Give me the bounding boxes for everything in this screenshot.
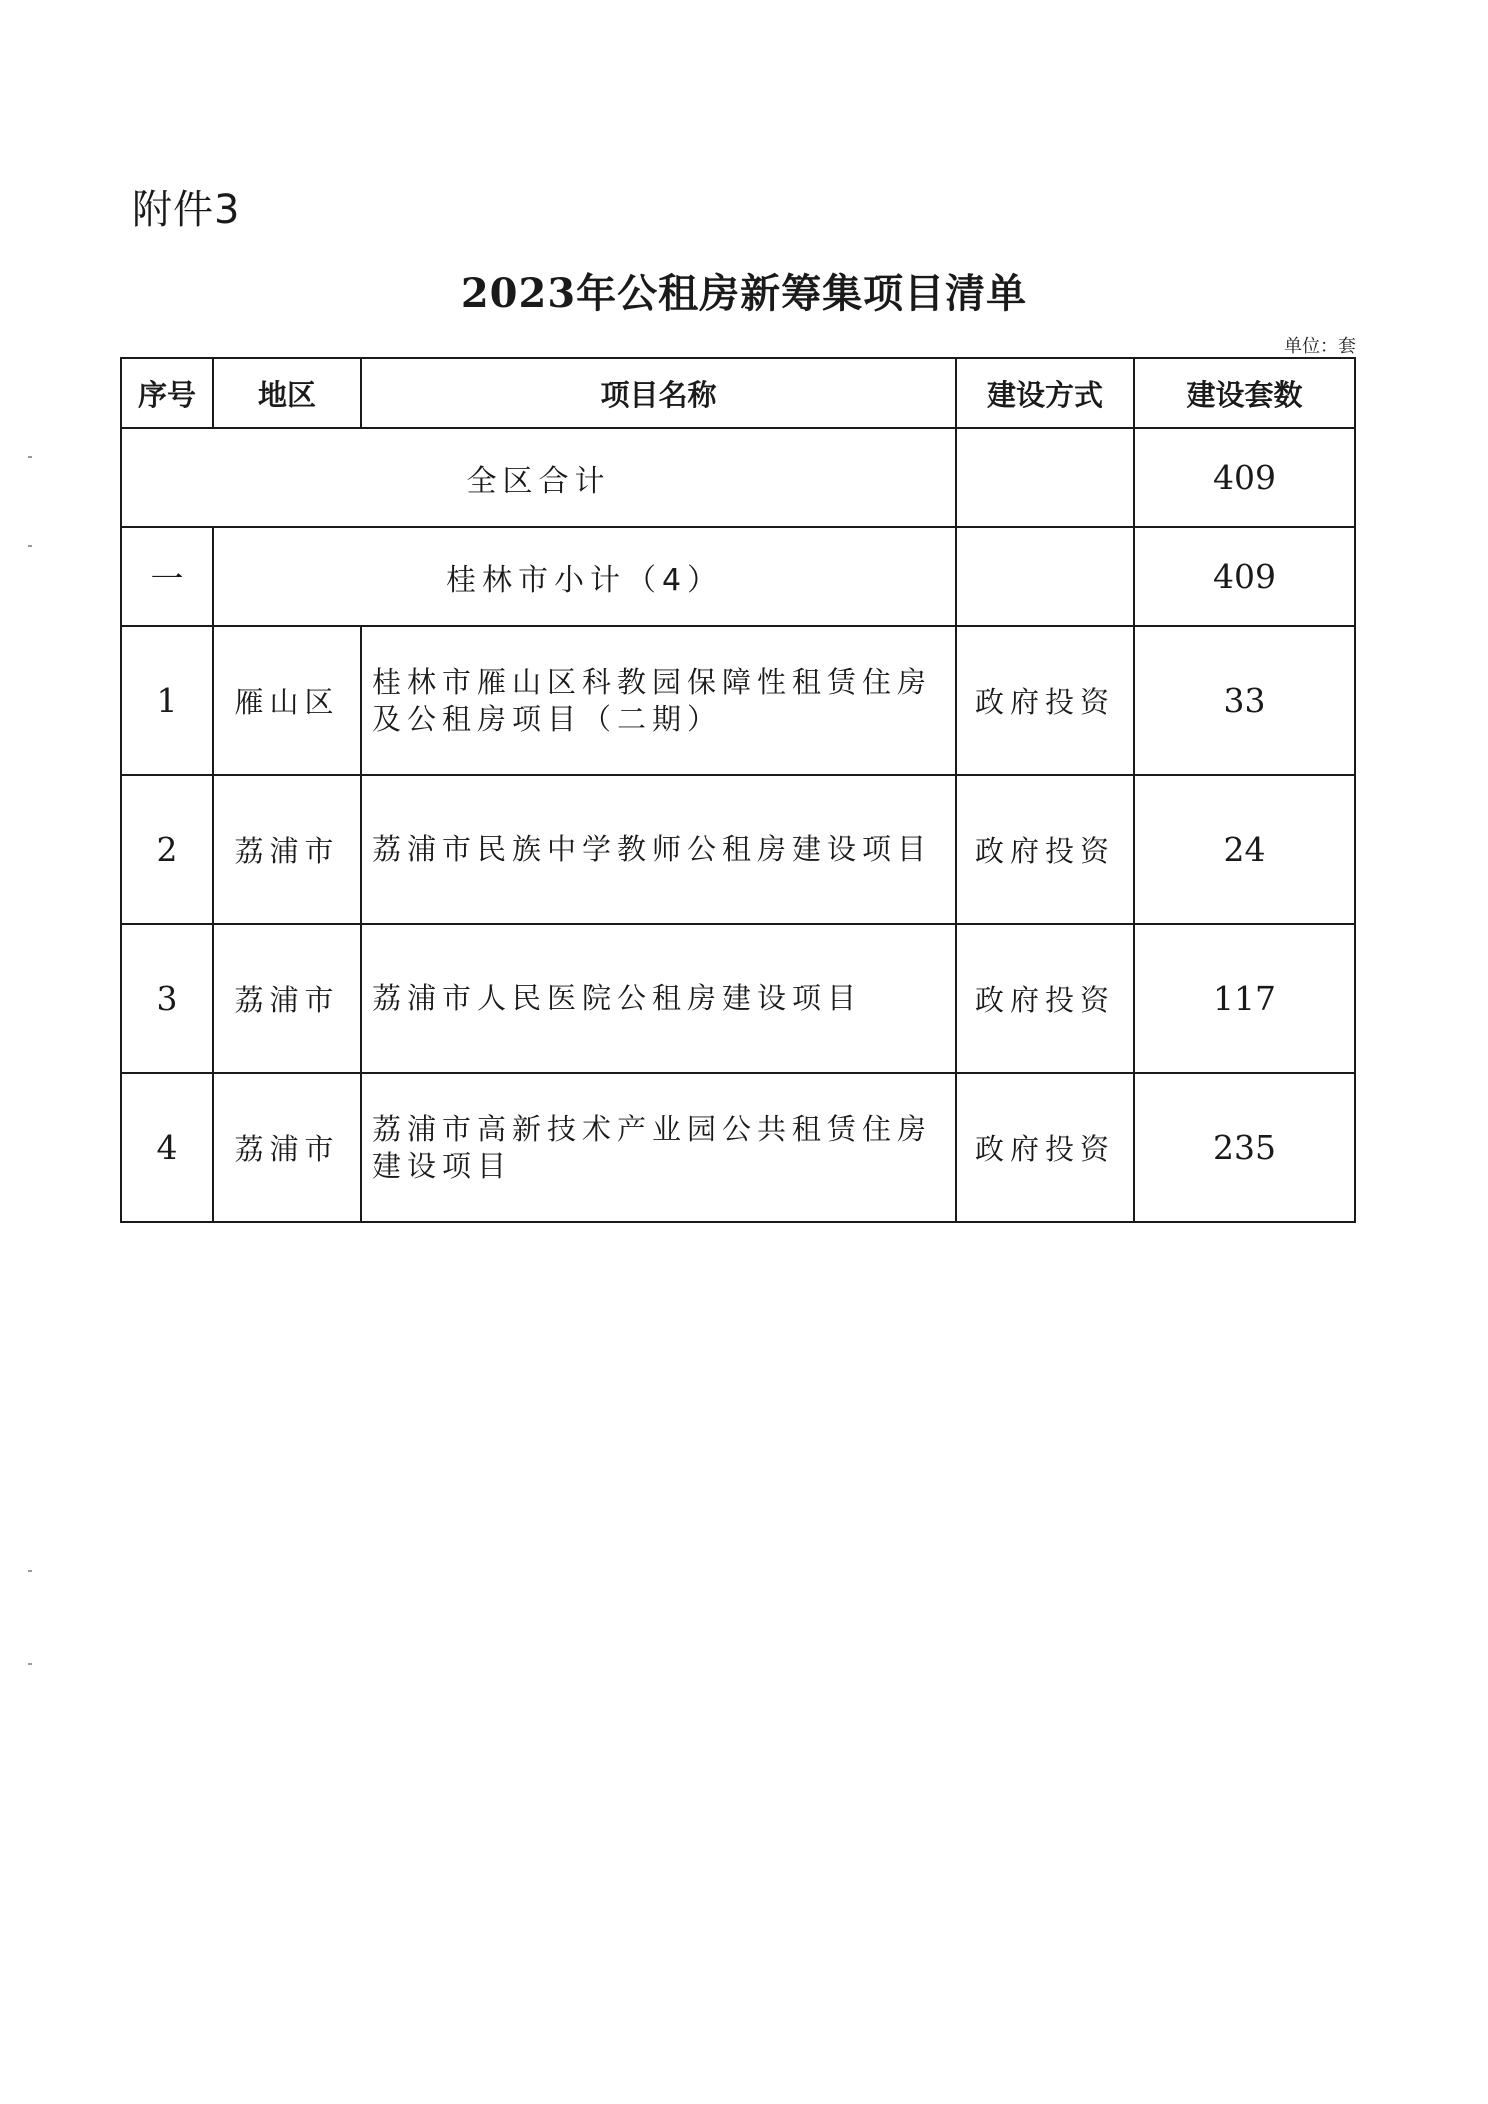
total-method xyxy=(956,428,1134,527)
table-row xyxy=(121,775,1355,924)
row-method: 政府投资 xyxy=(956,775,1134,924)
subtotal-row xyxy=(121,527,1355,626)
header-index: 序号 xyxy=(121,358,213,428)
subtotal-index: 一 xyxy=(121,527,213,626)
row-index: 2 xyxy=(121,775,213,924)
row-method: 政府投资 xyxy=(956,1073,1134,1222)
subtotal-count: 409 xyxy=(1134,527,1355,626)
table-row xyxy=(121,626,1355,775)
scan-mark xyxy=(28,1663,32,1665)
row-region: 荔浦市 xyxy=(213,1073,361,1222)
row-project-name: 荔浦市高新技术产业园公共租赁住房建设项目 xyxy=(361,1073,956,1222)
row-count: 33 xyxy=(1134,626,1355,775)
row-count: 117 xyxy=(1134,924,1355,1073)
total-row xyxy=(121,428,1355,527)
document-title: 2023年公租房新筹集项目清单 xyxy=(460,270,1028,317)
header-region: 地区 xyxy=(213,358,361,428)
row-project-name: 荔浦市人民医院公租房建设项目 xyxy=(361,924,956,1073)
unit-note: 单位：套 xyxy=(1284,336,1356,357)
row-region: 荔浦市 xyxy=(213,775,361,924)
header-unit-count: 建设套数 xyxy=(1134,358,1355,428)
project-table xyxy=(120,357,1356,1223)
table-row xyxy=(121,924,1355,1073)
scan-mark xyxy=(28,545,32,547)
attachment-label: 附件3 xyxy=(132,187,241,233)
table-row xyxy=(121,1073,1355,1222)
total-label: 全区合计 xyxy=(121,428,956,527)
subtotal-method xyxy=(956,527,1134,626)
table-header-row xyxy=(121,358,1355,428)
row-region: 雁山区 xyxy=(213,626,361,775)
row-region: 荔浦市 xyxy=(213,924,361,1073)
subtotal-label: 桂林市小计（4） xyxy=(213,527,956,626)
row-project-name: 荔浦市民族中学教师公租房建设项目 xyxy=(361,775,956,924)
row-method: 政府投资 xyxy=(956,626,1134,775)
header-project-name: 项目名称 xyxy=(361,358,956,428)
row-index: 4 xyxy=(121,1073,213,1222)
row-project-name: 桂林市雁山区科教园保障性租赁住房及公租房项目（二期） xyxy=(361,626,956,775)
row-index: 3 xyxy=(121,924,213,1073)
header-construction-method: 建设方式 xyxy=(956,358,1134,428)
row-index: 1 xyxy=(121,626,213,775)
row-method: 政府投资 xyxy=(956,924,1134,1073)
scan-mark xyxy=(28,1570,32,1572)
row-count: 235 xyxy=(1134,1073,1355,1222)
row-count: 24 xyxy=(1134,775,1355,924)
scan-mark xyxy=(28,456,32,458)
total-count: 409 xyxy=(1134,428,1355,527)
